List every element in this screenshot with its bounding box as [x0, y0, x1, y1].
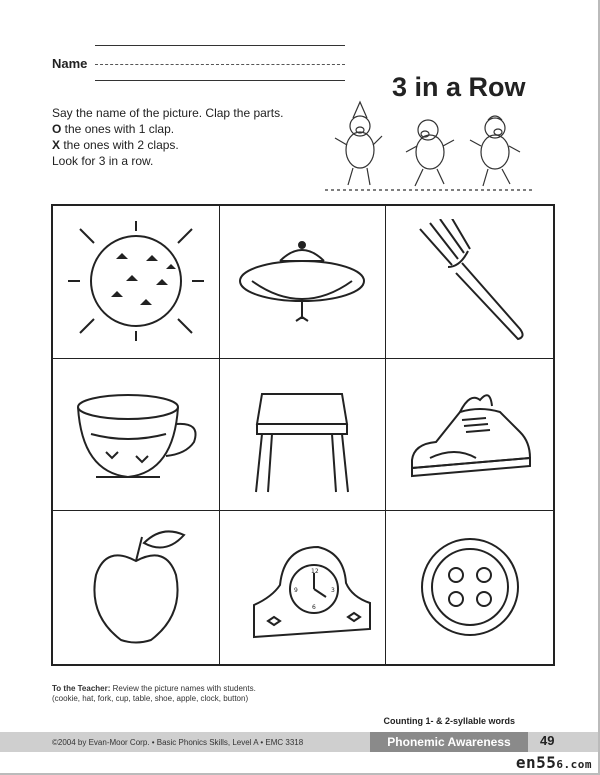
cup-icon [66, 372, 206, 497]
button-icon [400, 525, 540, 650]
cookie-icon [66, 219, 206, 344]
instruction-line-2-text: the ones with 1 clap. [61, 122, 175, 136]
instruction-line-2 [52, 121, 283, 137]
copyright-text: ©2004 by Evan-Moor Corp. • Basic Phonics Skills, Level A • EMC 3318 [52, 738, 304, 747]
footer-section-label: Phonemic Awareness [370, 732, 528, 752]
teacher-note [52, 684, 256, 704]
hat-icon [232, 219, 372, 344]
cell-hat[interactable] [220, 206, 387, 359]
name-line-top [95, 45, 345, 46]
x-mark: X [52, 138, 61, 152]
clock-icon [232, 525, 372, 650]
cell-apple[interactable] [53, 511, 220, 664]
cell-table[interactable] [220, 359, 387, 512]
apple-icon [66, 525, 206, 650]
page-title: 3 in a Row [392, 72, 526, 102]
teacher-note-label: To the Teacher: [52, 684, 111, 693]
watermark-small: 6.com [556, 758, 592, 771]
cell-cookie[interactable] [53, 206, 220, 359]
cell-button[interactable] [386, 511, 553, 664]
cell-shoe[interactable] [386, 359, 553, 512]
fork-icon [400, 219, 540, 344]
svg-text:12: 12 [311, 568, 320, 576]
instructions [52, 105, 283, 169]
teacher-note-line-1 [52, 684, 256, 694]
name-label: Name [52, 56, 88, 71]
picture-grid [51, 204, 555, 666]
svg-text:3: 3 [331, 587, 336, 595]
instruction-line-1: Say the name of the picture. Clap the parts. [52, 106, 284, 120]
name-line-dashed [95, 64, 345, 65]
skill-subtitle: Counting 1- & 2-syllable words [383, 716, 515, 726]
cell-cup[interactable] [53, 359, 220, 512]
cell-clock[interactable] [220, 511, 387, 664]
dancing-pigs-illustration [320, 100, 540, 195]
page-number: 49 [540, 733, 555, 748]
shoe-icon [400, 372, 540, 497]
instruction-line-4: Look for 3 in a row. [52, 154, 154, 168]
teacher-note-text: Review the picture names with students. [110, 684, 256, 693]
instruction-line-3-text: the ones with 2 claps. [60, 138, 179, 152]
instruction-line-3 [52, 137, 283, 153]
watermark-text: en55 [515, 753, 557, 772]
svg-text:9: 9 [294, 587, 299, 595]
svg-text:6: 6 [312, 604, 317, 612]
watermark [516, 753, 592, 772]
cell-fork[interactable] [386, 206, 553, 359]
name-line-bottom [95, 80, 345, 81]
circle-mark: O [52, 122, 62, 136]
teacher-note-list: (cookie, hat, fork, cup, table, shoe, apple, clock, button) [52, 694, 249, 703]
table-icon [232, 372, 372, 497]
